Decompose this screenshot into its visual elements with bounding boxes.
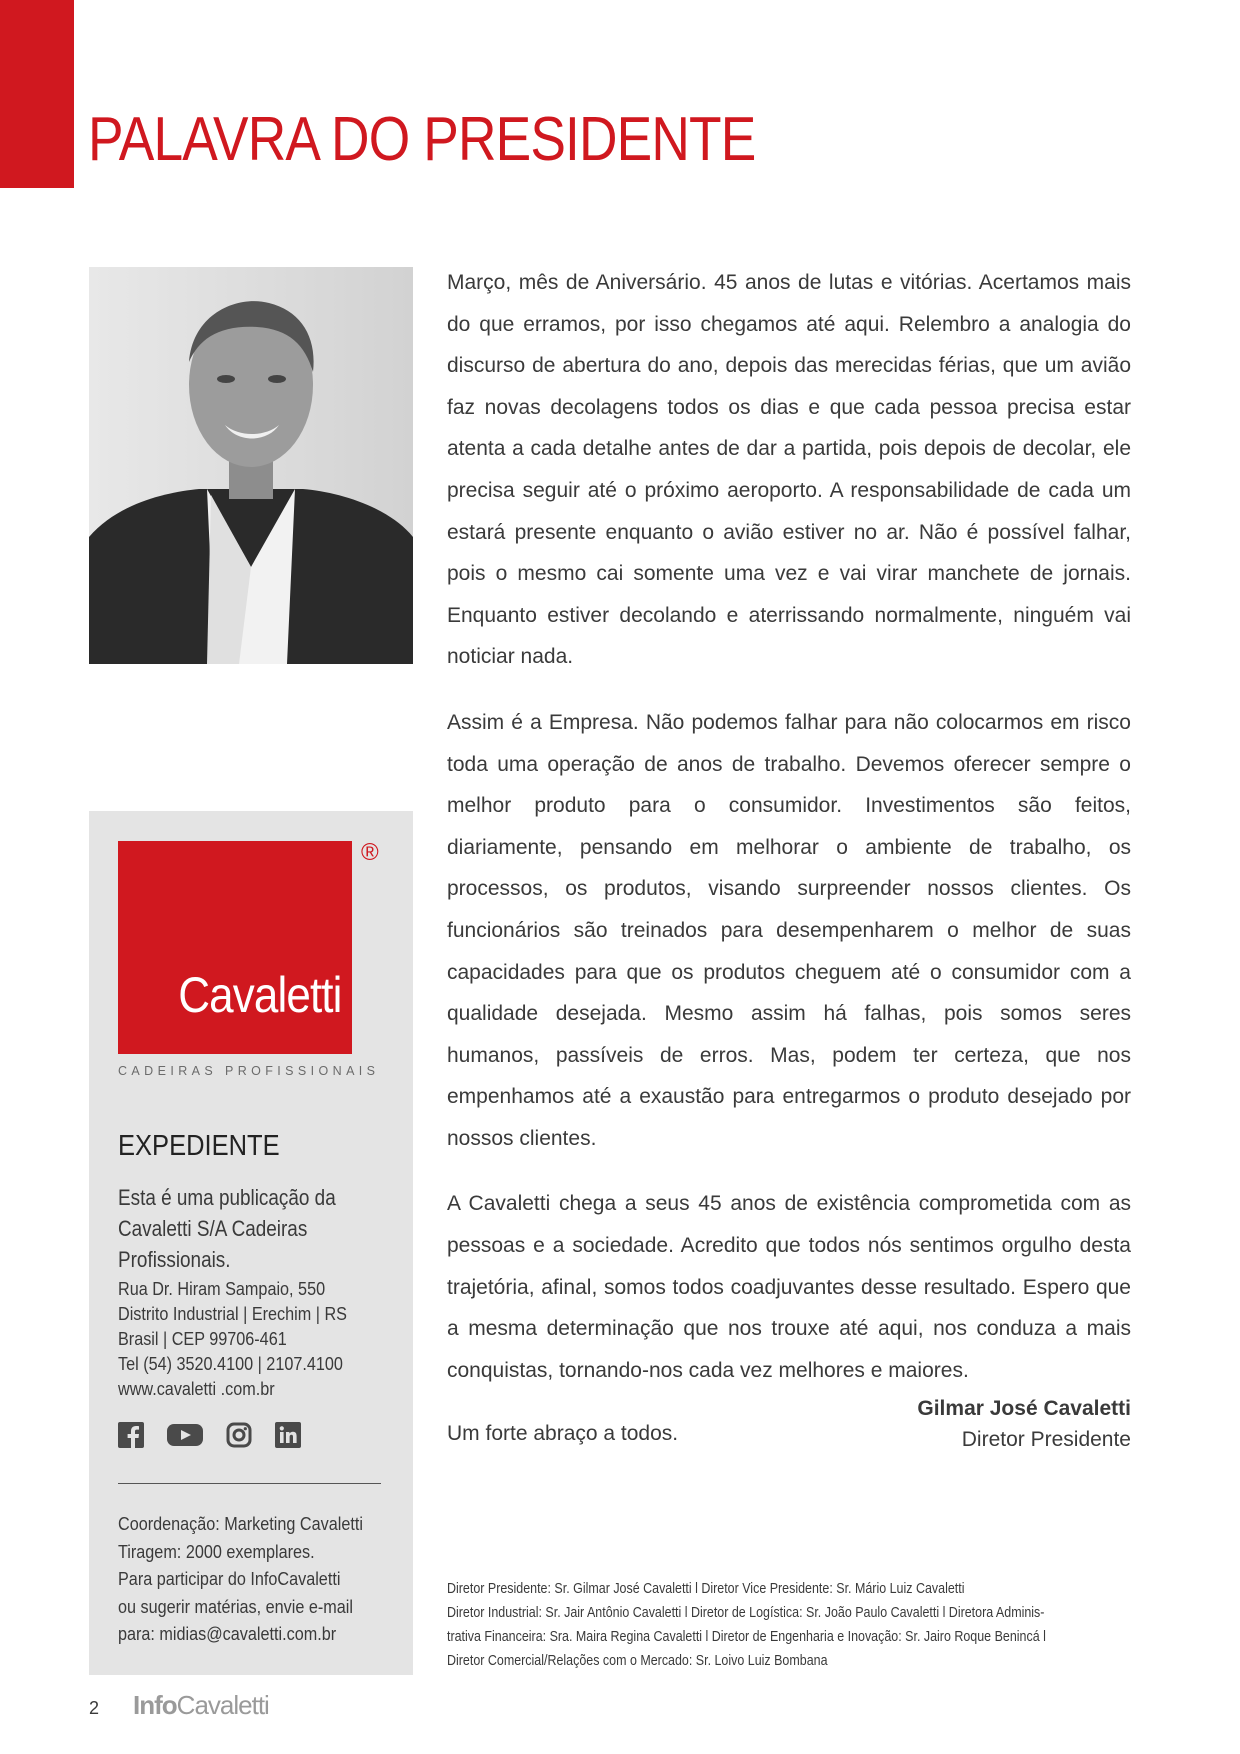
- directors-line: Diretor Industrial: Sr. Jair Antônio Cavaletti l Diretor de Logística: Sr. João Paulo Cavaletti l Diretora Adminis-: [447, 1605, 1045, 1621]
- page-title: PALAVRA DO PRESIDENTE: [88, 105, 756, 174]
- lead-line: Profissionais.: [118, 1247, 231, 1272]
- credit-line: Para participar do InfoCavaletti: [118, 1569, 341, 1589]
- footer-brand-name: Cavaletti: [176, 1690, 269, 1720]
- message-paragraph: Março, mês de Aniversário. 45 anos de lutas e vitórias. Acertamos mais do que erramos, por isso chegamos até aqui. Relembro a analogia do discurso de abertura do ano, depois das merecidas férias, que um avião faz novas decolagens todos os dias e que cada pessoa precisa estar atenta a cada detalhe antes de dar a partida, pois depois de decolar, ele precisa seguir até o próximo aeroporto. A responsabilidade de cada um estará presente enquanto o avião estiver no ar. Não é possível falhar, pois o mesmo cai somente uma vez e vai virar manchete de jornais. Enquanto estiver decolando e aterrissando normalmente, ninguém vai noticiar nada.: [447, 271, 1131, 669]
- expediente-sidebar: [89, 811, 413, 1675]
- board-of-directors: [447, 1577, 1131, 1673]
- cavaletti-logo: [118, 841, 352, 1054]
- website-link[interactable]: www.cavaletti .com.br: [118, 1379, 275, 1399]
- sidebar-divider: [118, 1483, 381, 1484]
- credit-line: Tiragem: 2000 exemplares.: [118, 1541, 315, 1562]
- footer-brand-info: Info: [133, 1690, 177, 1720]
- message-closing: Um forte abraço a todos.: [447, 1422, 679, 1446]
- address-line: Rua Dr. Hiram Sampaio, 550: [118, 1279, 326, 1299]
- message-paragraph: Assim é a Empresa. Não podemos falhar para não colocarmos em risco toda uma operação de anos de trabalho. Devemos oferecer sempre o melhor produto para o consumidor. Investimentos são feitos, diariamente, pensando em melhorar o ambiente de trabalho, os processos, os produtos, visando surpreender nossos clientes. Os funcionários são treinados para desempenharem o melhor de suas capacidades para que os produtos cheguem até o consumidor com a qualidade desejada. Mesmo assim há falhas, pois somos seres humanos, passíveis de erros. Mas, podem ter certeza, que nos empenhamos até a exaustão para entregarmos o produto desejado por nossos clientes.: [447, 710, 1131, 1150]
- address-line: Brasil | CEP 99706-461: [118, 1329, 287, 1349]
- signature-name: Gilmar José Cavaletti: [917, 1397, 1131, 1420]
- logo-tagline: CADEIRAS PROFISSIONAIS: [118, 1064, 380, 1078]
- expediente-lead: [118, 1182, 378, 1275]
- signature: [917, 1393, 1131, 1455]
- header-red-bar: [0, 0, 74, 188]
- instagram-icon[interactable]: [226, 1422, 252, 1448]
- address-line: Distrito Industrial | Erechim | RS: [118, 1304, 347, 1324]
- president-photo: [89, 267, 413, 664]
- facebook-icon[interactable]: [118, 1422, 144, 1448]
- social-links: [118, 1422, 301, 1448]
- expediente-title: EXPEDIENTE: [118, 1130, 280, 1162]
- lead-line: Cavaletti S/A Cadeiras: [118, 1216, 308, 1241]
- lead-line: Esta é uma publicação da: [118, 1185, 336, 1210]
- page-number: 2: [89, 1698, 100, 1718]
- publication-credits: [118, 1511, 390, 1649]
- directors-line: Diretor Presidente: Sr. Gilmar José Cavaletti l Diretor Vice Presidente: Sr. Mário Luiz Cavaletti: [447, 1581, 965, 1597]
- directors-line: Diretor Comercial/Relações com o Mercado: Sr. Loivo Luiz Bombana: [447, 1653, 828, 1669]
- expediente-address: [118, 1277, 372, 1402]
- president-message: [447, 262, 1131, 1479]
- logo-wordmark: Cavaletti: [178, 967, 342, 1023]
- page-footer: [89, 1690, 269, 1721]
- youtube-icon[interactable]: [167, 1422, 203, 1448]
- registered-mark: ®: [361, 839, 379, 866]
- message-paragraph: A Cavaletti chega a seus 45 anos de existência comprometida com as pessoas e a sociedade. Acredito que todos nós sentimos orgulho desta trajetória, afinal, somos todos coadjuvantes desse resultado. Espero que a mesma determinação que nos trouxe até aqui, nos conduza a mais conquistas, tornando-nos cada vez melhores e maiores.: [447, 1192, 1131, 1382]
- linkedin-icon[interactable]: [275, 1422, 301, 1448]
- credit-line: ou sugerir matérias, envie e-mail: [118, 1596, 353, 1617]
- email-line[interactable]: para: midias@cavaletti.com.br: [118, 1624, 337, 1644]
- phone-line: Tel (54) 3520.4100 | 2107.4100: [118, 1354, 343, 1374]
- directors-line: trativa Financeira: Sra. Maira Regina Cavaletti l Diretor de Engenharia e Inovação: Sr. Jairo Roque Benincá l: [447, 1629, 1046, 1645]
- credit-line: Coordenação: Marketing Cavaletti: [118, 1514, 363, 1534]
- signature-role: Diretor Presidente: [961, 1428, 1131, 1451]
